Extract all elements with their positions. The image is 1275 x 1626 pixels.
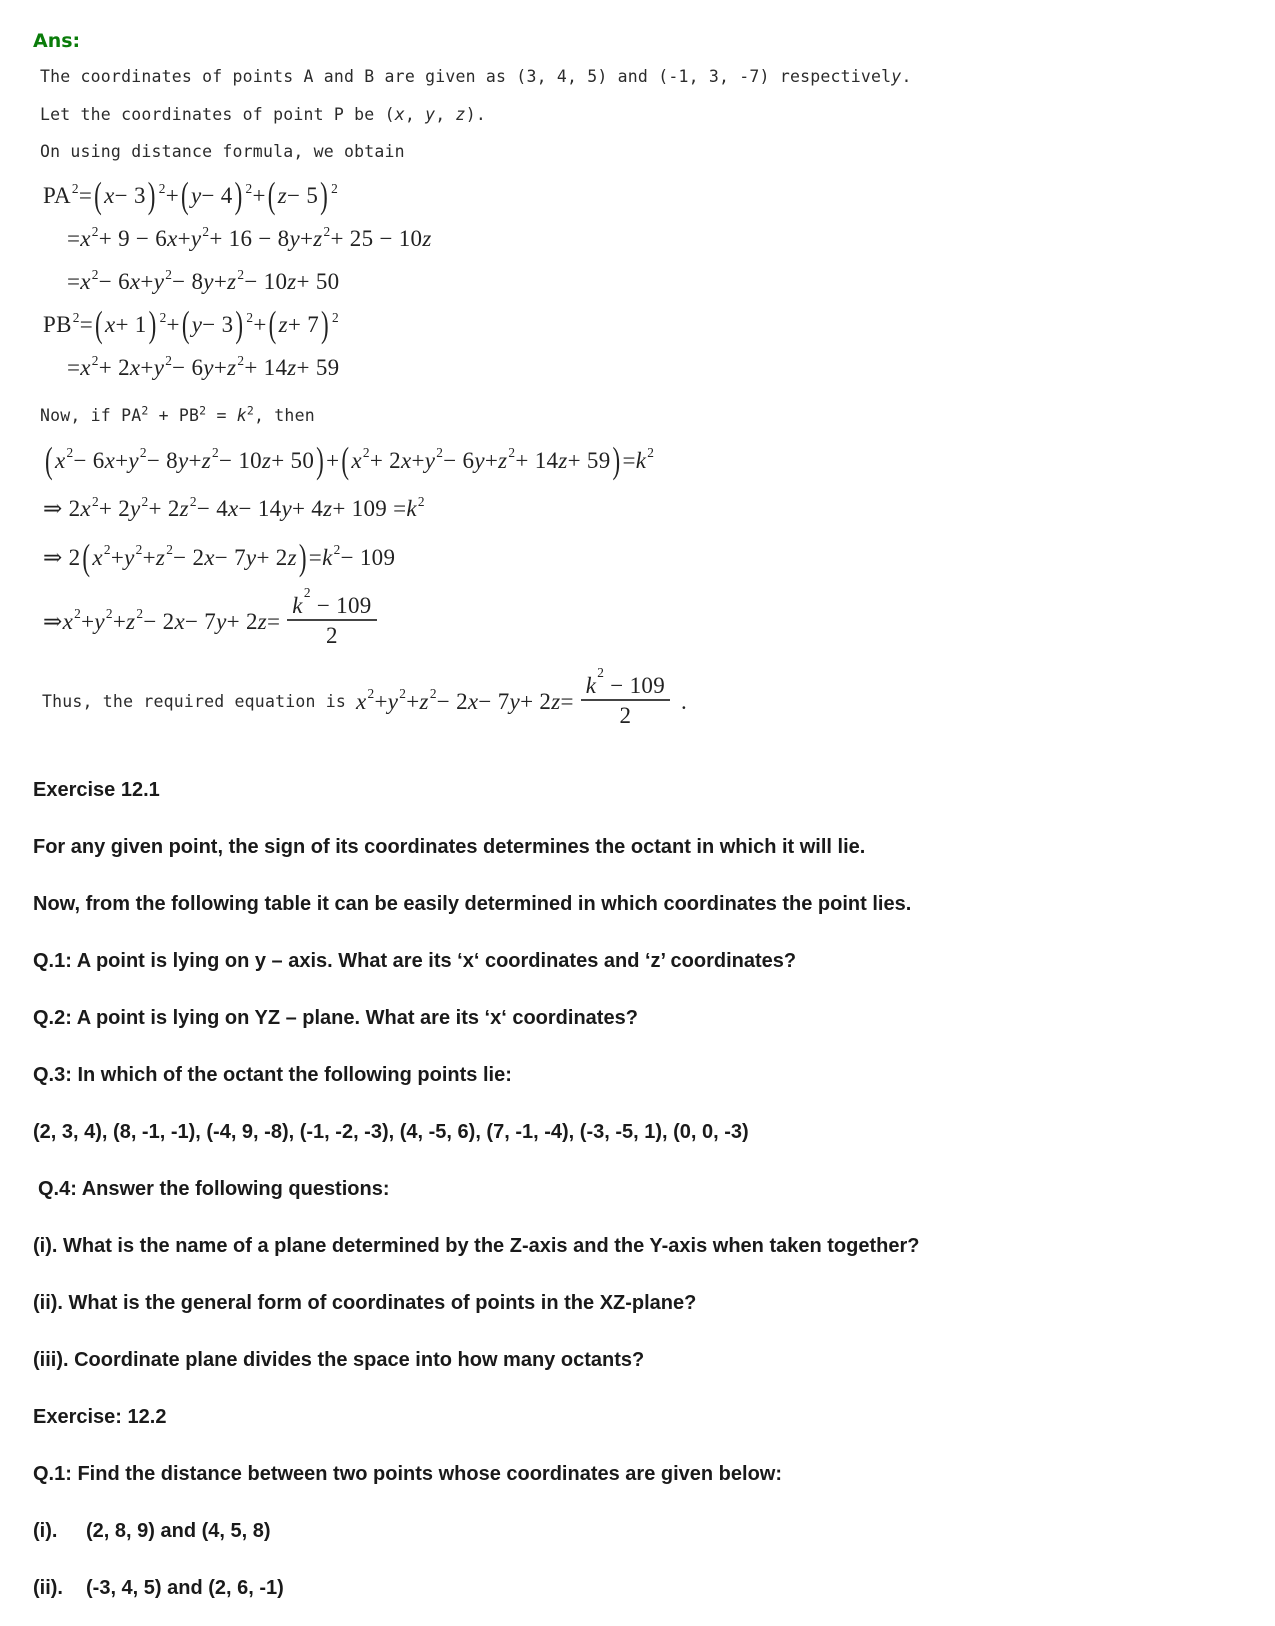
question-line: Q.1: A point is lying on y – axis. What are its ‘x‘ coordinates and ‘z’ coordinates? <box>33 949 797 972</box>
equation-line: ( x $^2$ − 6 x + y $^2$ − 8 y + z $^2$ − 10 z + 50 ) + ( x $^2$ + 2 x + y $^2$ − 6 y + z $^2$ + 14 z + 59 ) = k $^2$ <box>45 439 655 480</box>
exercise-section <box>33 779 1251 1371</box>
coordinate-pair-item <box>33 1520 1251 1542</box>
item-text: (2, 8, 9) and (4, 5, 8) <box>86 1519 271 1542</box>
item-text: (-3, 4, 5) and (2, 6, -1) <box>86 1576 284 1599</box>
equation-block <box>33 175 1251 390</box>
question-line: (2, 3, 4), (8, -1, -1), (-4, 9, -8), (-1, -2, -3), (4, -5, 6), (7, -1, -4), (-3, -5, 1), (0, 0, -3) <box>33 1120 749 1143</box>
question-line: (ii). What is the general form of coordinates of points in the XZ-plane? <box>33 1291 697 1314</box>
question-line: Q.3: In which of the octant the following points lie: <box>33 1063 512 1086</box>
equation-line: = x $^2$ + 2 x + y $^2$ − 6 y + z $^2$ + 14 z + 59 <box>67 352 340 380</box>
answer-text-line: On using distance formula, we obtain <box>40 142 405 161</box>
equation-line: PB $^2$ = ( x + 1 ) $^2$ + ( y − 3 ) $^2$ + ( z + 7 ) $^2$ <box>43 303 339 345</box>
answer-text-line: The coordinates of points A and B are given as (3, 4, 5) and (-1, 3, -7) respectively. <box>40 67 912 86</box>
question-line: Q.4: Answer the following questions: <box>38 1177 390 1200</box>
item-label: (ii). <box>33 1576 63 1599</box>
sentence-period: . <box>681 688 688 714</box>
equation-line: ⇒ 2 x $^2$ + 2 y $^2$ + 2 z $^2$ − 4 x − 14 y + 4 z + 109 = k $^2$ <box>43 493 425 521</box>
exercise-section <box>33 1406 1251 1599</box>
question-line: For any given point, the sign of its coordinates determines the octant in which it will lie. <box>33 835 866 858</box>
conclusion-text: Thus, the required equation is <box>42 692 347 711</box>
question-line: Now, from the following table it can be easily determined in which coordinates the point lies. <box>33 892 912 915</box>
conclusion-line <box>42 665 1251 739</box>
item-label: (i). <box>33 1519 58 1542</box>
equation-line: = x $^2$ − 6 x + y $^2$ − 8 y + z $^2$ − 10 z + 50 <box>67 266 340 294</box>
equation-line: = x $^2$ + 9 − 6 x + y $^2$ + 16 − 8 y + z $^2$ + 25 − 10 z <box>67 223 432 251</box>
fraction <box>287 584 376 649</box>
question-line: Q.2: A point is lying on YZ – plane. What are its ‘x‘ coordinates? <box>33 1006 638 1029</box>
equation-line: PA $^2$ = ( x − 3 ) $^2$ + ( y − 4 ) $^2$ + ( z − 5 ) $^2$ <box>43 174 339 216</box>
fraction-numerator: $k^2 - 109$ <box>287 594 376 621</box>
question-line: (iii). Coordinate plane divides the space into how many octants? <box>33 1348 645 1371</box>
fraction-numerator: $k^2 - 109$ <box>581 674 670 701</box>
conclusion-equation: x $^2$ + y $^2$ + z $^2$ − 2 x − 7 y + 2 z = $\frac{k^2 - 109}{2}$ . <box>356 664 688 728</box>
fraction-denominator: 2 <box>619 702 632 728</box>
fraction-denominator: 2 <box>326 622 338 648</box>
exercise-heading: Exercise: 12.2 <box>33 1405 167 1428</box>
answer-label: Ans: <box>33 30 81 52</box>
exercise-heading: Exercise 12.1 <box>33 778 160 801</box>
answer-paragraphs <box>33 58 1251 171</box>
fraction <box>581 664 670 729</box>
equation-line: ⇒ x $^2$ + y $^2$ + z $^2$ − 2 x − 7 y + 2 z = $\frac{k^2 - 109}{2}$ <box>43 585 1251 659</box>
question-line: Q.1: Find the distance between two points whose coordinates are given below: <box>33 1462 783 1485</box>
answer-text-line: Let the coordinates of point P be (x, y, z). <box>40 104 486 124</box>
answer-flow <box>33 58 1251 739</box>
equation-block <box>33 434 1251 659</box>
answer-text-line: Now, if $PA^2 + PB^2 = k^2$, then <box>40 403 315 425</box>
exercise-sections <box>33 779 1251 1599</box>
coordinate-pair-item <box>33 1577 1251 1599</box>
question-line: (i). What is the name of a plane determined by the Z-axis and the Y-axis when taken together? <box>33 1234 920 1257</box>
equation-line: ⇒ 2 ( x $^2$ + y $^2$ + z $^2$ − 2 x − 7 y + 2 z ) = k $^2$ − 109 <box>43 536 396 577</box>
